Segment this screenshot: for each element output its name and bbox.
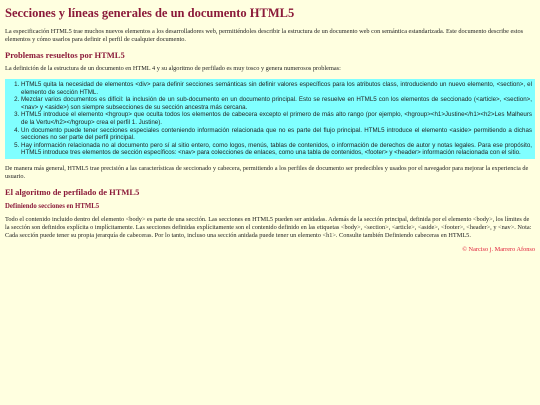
problems-conclusion-paragraph: De manera más general, HTML5 trae precisión a las características de seccionado y cabecera, permitiendo a los perfiles de documento ser predecibles y usados por el navegador para mejorar la experiencia de usuario. bbox=[5, 164, 529, 180]
list-item: 1. HTML5 quita la necesidad de elementos <div> para definir secciones semánticas sin definir valores específicos para los atributos class, introduciendo un nuevo elemento, <section>, el elemento de sección HTML. bbox=[21, 81, 535, 96]
list-item: 2. Mezclar varios documentos es difícil: la inclusión de un sub-documento en un documento principal. Esto se resuelve en HTML5 con los elementos de seccionado (<article>, <section>, <nav> y <aside>) son siempre subsecciones de su sección ancestra más cercana. bbox=[21, 96, 535, 111]
page-title: Secciones y líneas generales de un documento HTML5 bbox=[5, 6, 295, 20]
problems-list bbox=[5, 81, 535, 157]
problems-list-box bbox=[5, 79, 535, 159]
list-item: 4. Un documento puede tener secciones especiales conteniendo información relacionada que no es parte del flujo principal. HTML5 introduce el elemento <aside> permitiendo a dichas secciones no ser parte del perfil principal. bbox=[21, 127, 535, 142]
list-item: 5. Hay información relacionada no al documento pero sí al sitio entero, como logos, menús, tablas de contenidos, o información de derechos de autor y notas legales. Para ese propósito, HTML5 introduce tres elementos de sección específicos: <nav> para colecciones de enlaces, como una tabla de contenidos, <footer> y <header> información relacionada con el sitio. bbox=[21, 142, 535, 157]
list-item: 3. HTML5 introduce el elemento <hgroup> que oculta todos los elementos de cabecera excepto el primero de más alto rango (por ejemplo, <hgroup><h1>Justine</h1><h2>Les Malheurs de la Vertu</h2></hgroup> crea el perfil 1. Justine). bbox=[21, 111, 535, 126]
intro-paragraph: La especificación HTML5 trae muchos nuevos elementos a los desarrolladores web, permitiéndoles describir la estructura de un documento web con semántica estandarizada. Este documento describe estos elementos y cómo usarlos para definir el perfil de cualquier documento. bbox=[5, 28, 524, 43]
problems-lead-paragraph: La definición de la estructura de un documento en HTML 4 y su algoritmo de perfilado es muy tosco y genera numerosos problemas: bbox=[5, 65, 341, 72]
section-heading-problems: Problemas resueltos por HTML5 bbox=[5, 50, 125, 60]
subsection-heading-defining-sections: Definiendo secciones en HTML5 bbox=[5, 202, 100, 210]
copyright-footer: © Narciso j. Marrero Afonso bbox=[462, 245, 535, 253]
defining-sections-paragraph: Todo el contenido incluido dentro del elemento <body> es parte de una sección. Las secciones en HTML5 pueden ser anidadas. Además de la sección principal, definida por el elemento <body>, los límites de la sección son definidos explícita o implícitamente. Las secciones definidas explícitamente son el contenido definido en las etiquetas <body>, <section>, <article>, <aside>, <footer>, <header>, y <nav>. Nota: Cada sección puede tener su propia jerarquía de cabeceras. Por lo tanto, incluso una sección anidada puede tener un elemento <h1>. Consulte también Definiendo cabeceras en HTML5. bbox=[5, 215, 532, 239]
section-heading-algorithm: El algoritmo de perfilado de HTML5 bbox=[5, 186, 140, 197]
